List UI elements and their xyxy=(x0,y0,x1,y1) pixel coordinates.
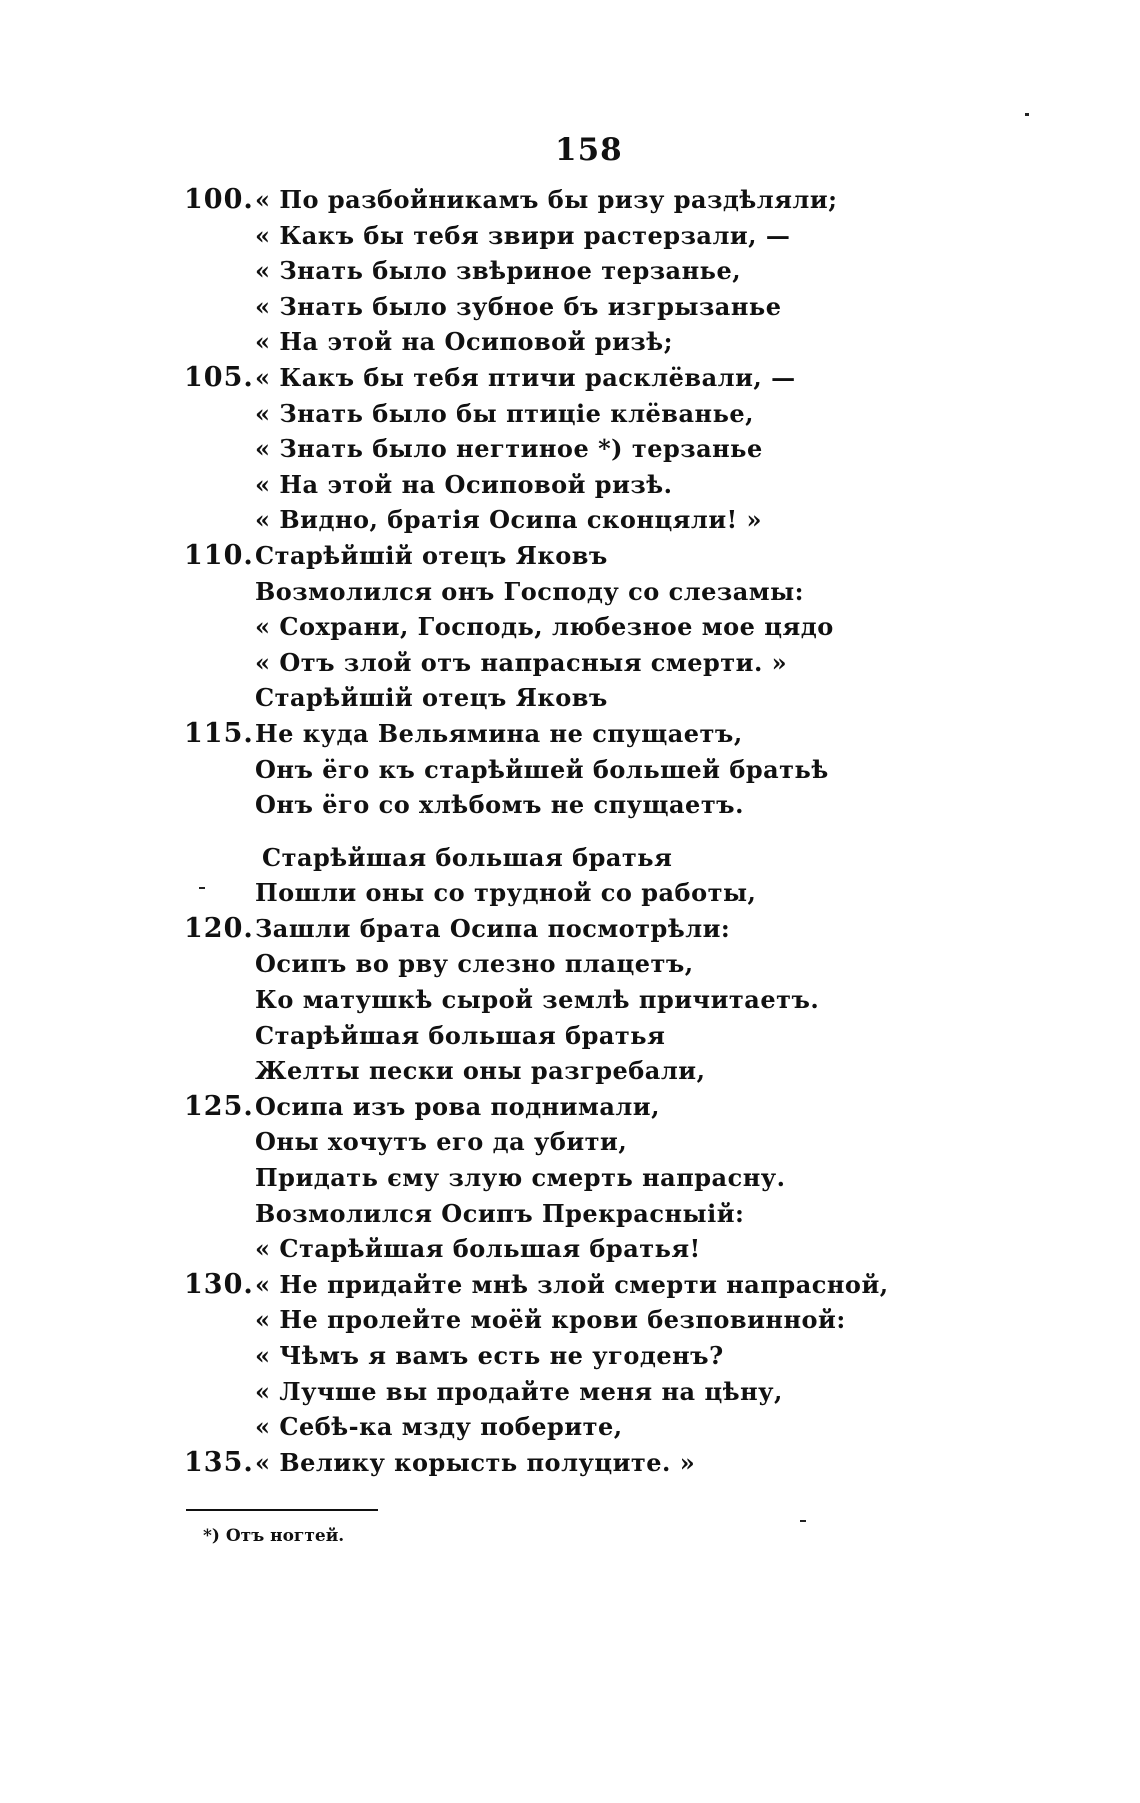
line-text: Осипъ во рву слезно плацетъ, xyxy=(255,949,694,979)
poem-line xyxy=(0,1338,1140,1374)
line-number: 120. xyxy=(184,912,254,944)
line-text: « Какъ бы тебя птичи расклёвали, — xyxy=(255,362,796,392)
line-number: 130. xyxy=(184,1268,254,1300)
line-text: Старѣйшая большая братья xyxy=(255,1020,666,1050)
line-text: « Отъ злой отъ напрасныя смерти. » xyxy=(255,647,788,677)
line-text: « Знать было зубное бъ изгрызанье xyxy=(255,291,782,321)
scan-speck xyxy=(1025,113,1029,116)
line-text: « Видно, братія Осипа сконцяли! » xyxy=(255,505,763,535)
poem-line xyxy=(0,752,1140,788)
poem-line xyxy=(0,787,1140,823)
line-text: « Знать было звѣриное терзанье, xyxy=(255,256,742,286)
poem-line xyxy=(0,324,1140,360)
poem-line xyxy=(0,875,1140,911)
line-text: « Знать было бы птиціе клёванье, xyxy=(255,398,755,428)
poem-line xyxy=(0,396,1140,432)
poem-line xyxy=(0,1053,1140,1089)
line-text: « Велику корысть полуците. » xyxy=(255,1447,696,1477)
line-text: Осипа изъ рова поднимали, xyxy=(255,1091,660,1121)
line-text: Зашли брата Осипа посмотрѣли: xyxy=(255,913,731,943)
line-text: « Не придайте мнѣ злой смерти напрасной, xyxy=(255,1269,889,1299)
poem-line xyxy=(0,182,1140,218)
line-text: « Сохрани, Господь, любезное мое цядо xyxy=(255,612,834,642)
scan-speck xyxy=(800,1520,806,1522)
poem-line xyxy=(0,1409,1140,1445)
poem-line xyxy=(0,253,1140,289)
line-text: Желты пески оны разгребали, xyxy=(255,1056,706,1086)
poem-line xyxy=(0,1267,1140,1303)
line-text: « Себѣ-ка мзду поберите, xyxy=(255,1412,623,1442)
line-text: Онъ ёго къ старѣйшей большей братьѣ xyxy=(255,754,829,784)
page-number: 158 xyxy=(555,132,623,168)
line-text: « Какъ бы тебя звири растерзали, — xyxy=(255,220,791,250)
poem-line xyxy=(0,1231,1140,1267)
poem-line xyxy=(0,289,1140,325)
poem-text xyxy=(0,182,1140,1480)
line-text: « Не пролейте моёй крови безповинной: xyxy=(255,1305,846,1335)
line-text: Возмолился онъ Господу со слезамы: xyxy=(255,576,805,606)
poem-line xyxy=(0,609,1140,645)
line-text: « Чѣмъ я вамъ есть не угоденъ? xyxy=(255,1341,724,1370)
line-text: « На этой на Осиповой ризѣ. xyxy=(255,469,673,499)
poem-line xyxy=(0,574,1140,610)
line-number: 110. xyxy=(184,539,254,571)
line-text: Возмолился Осипъ Прекрасныій: xyxy=(255,1198,745,1228)
line-text: Онъ ёго со хлѣбомъ не спущаетъ. xyxy=(255,790,744,820)
line-number: 105. xyxy=(184,361,254,393)
line-number: 100. xyxy=(184,184,254,215)
poem-line xyxy=(0,1124,1140,1160)
scan-speck xyxy=(199,887,205,889)
poem-line xyxy=(0,1196,1140,1232)
footnote: *) Отъ ногтей. xyxy=(203,1526,345,1546)
line-text: Старѣйшій отецъ Яковъ xyxy=(255,540,608,570)
poem-line xyxy=(0,1018,1140,1054)
poem-line xyxy=(0,431,1140,467)
poem-line xyxy=(0,1160,1140,1196)
poem-line xyxy=(0,911,1140,947)
line-text: « Старѣйшая большая братья! xyxy=(255,1234,701,1264)
poem-line xyxy=(0,467,1140,503)
poem-line xyxy=(0,538,1140,574)
footnote-divider xyxy=(186,1509,378,1511)
poem-line xyxy=(0,218,1140,254)
line-number: 135. xyxy=(184,1446,254,1478)
poem-line xyxy=(0,680,1140,716)
line-number: 115. xyxy=(184,717,254,749)
line-text: « По разбойникамъ бы ризу раздѣляли; xyxy=(255,185,838,214)
poem-line xyxy=(0,982,1140,1018)
line-text: Старѣйшая большая братья xyxy=(262,842,673,872)
line-text: Оны хочутъ его да убити, xyxy=(255,1127,628,1157)
poem-line xyxy=(0,840,1140,876)
poem-line xyxy=(0,1445,1140,1481)
line-text: « Знать было негтиное *) терзанье xyxy=(255,434,763,464)
poem-line xyxy=(0,1374,1140,1410)
line-text: Старѣйшій отецъ Яковъ xyxy=(255,683,608,713)
line-text: « Лучше вы продайте меня на цѣну, xyxy=(255,1376,783,1406)
line-text: « На этой на Осиповой ризѣ; xyxy=(255,327,673,357)
poem-line xyxy=(0,360,1140,396)
line-text: Не куда Вельямина не спущаетъ, xyxy=(255,718,743,748)
poem-line xyxy=(0,946,1140,982)
poem-line xyxy=(0,502,1140,538)
line-text: Пошли оны со трудной со работы, xyxy=(255,878,757,908)
line-text: Придать єму злую смерть напрасну. xyxy=(255,1163,786,1193)
poem-line xyxy=(0,645,1140,681)
poem-line xyxy=(0,1089,1140,1125)
line-text: Ко матушкѣ сырой землѣ причитаетъ. xyxy=(255,985,820,1015)
line-number: 125. xyxy=(184,1090,254,1122)
poem-line xyxy=(0,716,1140,752)
poem-line xyxy=(0,1302,1140,1338)
